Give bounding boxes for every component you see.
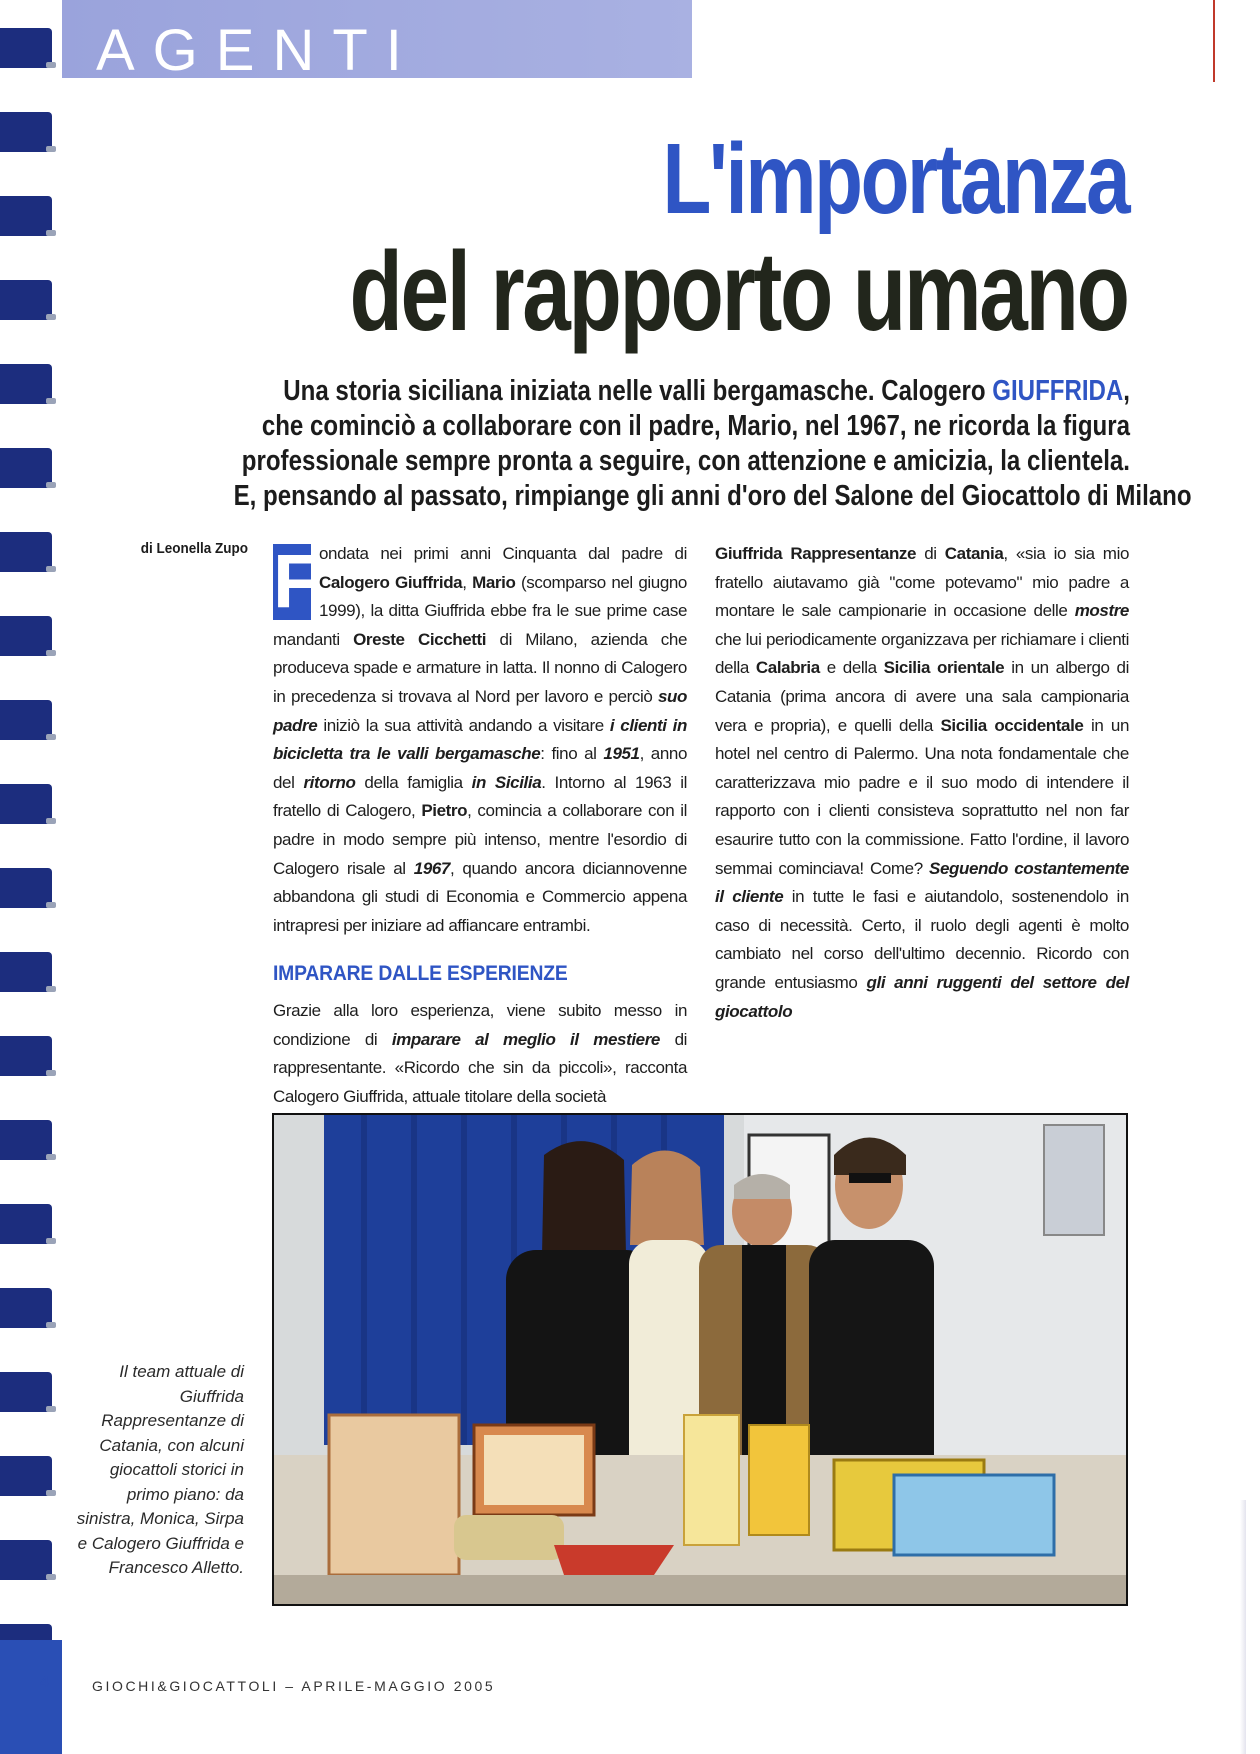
deck (50, 374, 1192, 514)
spiral-binding (0, 0, 62, 1754)
deck-line: Una storia siciliana iniziata nelle valli bergamasche. Calogero GIUFFRIDA, (283, 375, 1130, 407)
article-column-right (715, 540, 1129, 1026)
deck-line: che cominciò a collaborare con il padre, Mario, nel 1967, ne ricorda la figura (261, 410, 1131, 442)
page-edge-shadow (1240, 1500, 1246, 1754)
footer-publication: GIOCHI&GIOCATTOLI – APRILE-MAGGIO 2005 (92, 1678, 496, 1694)
headline-line-2: del rapporto umano (349, 229, 1128, 354)
binding-ring (0, 280, 52, 320)
section-label: AGENTI (96, 22, 420, 78)
section-banner (62, 0, 692, 78)
binding-ring (0, 28, 52, 68)
binding-ring (0, 784, 52, 824)
deck-line: E, pensando al passato, rimpiange gli anni d'oro del Salone del Giocattolo di Milano (233, 480, 1192, 512)
binding-ring (0, 364, 52, 404)
binding-ring (0, 952, 52, 992)
photo-caption: Il team attuale di Giuffrida Rappresentanze di Catania, con alcuni giocattoli storici in primo piano: da sinistra, Monica, Sirpa e Calogero Giuffrida e Francesco Alletto. (76, 1362, 244, 1577)
toy-boat (554, 1545, 674, 1575)
headline-line-1: L'importanza (662, 123, 1128, 235)
binding-ring (0, 1120, 52, 1160)
article-paragraph-2: Grazie alla loro esperienza, viene subito messo in condizione di imparare al meglio il mestiere di rappresentante. «Ricordo che sin da piccoli», racconta Calogero Giuffrida, attuale titolare della società (273, 1000, 687, 1106)
binding-ring (0, 1456, 52, 1496)
page-number: 4 (40, 1674, 49, 1691)
binding-ring (0, 532, 52, 572)
toy-box-2 (684, 1415, 739, 1545)
binding-ring (0, 700, 52, 740)
article-paragraph-1: ondata nei primi anni Cinquanta dal padre di Calogero Giuffrida, Mario (scomparso nel giugno 1999), la ditta Giuffrida ebbe fra le sue prime case mandanti Oreste Cicchetti di Milano, azienda che produceva spade e armature in latta. Il nonno di Calogero in precedenza si trovava al Nord per lavoro e perciò suo padre iniziò la sua attività andando a visitare i clienti in bicicletta tra le valli bergamasche: fino al 1951, anno del ritorno della famiglia in Sicilia. Intorno al 1963 il fratello di Calogero, Pietro, comincia a collaborare con il padre in modo sempre più intenso, mentre l'esordio di Calogero risale al 1967, quando ancora diciannovenne abbandona gli studi di Economia e Commercio appena intrapresi per iniziare ad affiancare entrambi. (273, 544, 688, 935)
article-paragraph-2-continued: Giuffrida Rappresentanze di Catania, «sia io sia mio fratello aiutavamo già "come potevamo" mio padre a montare le sale campionarie in occasione delle mostre che lui periodicamente organizzava per richiamare i clienti della Calabria e della Sicilia orientale in un albergo di Catania (prima ancora di avere una sala campionaria vera e propria), e quelli della Sicilia occidentale in un hotel nel centro di Palermo. Una nota fondamentale che caratterizzava mio padre e il suo modo di intendere il rapporto con i clienti consisteva soprattutto nel non far esaurire tutto con la commissione. Fatto l'ordine, il lavoro semmai cominciava! Come? Seguendo costantemente il cliente in tutte le fasi e aiutandolo, sostenendolo in caso di necessità. Certo, il ruolo degli agenti è molto cambiato nel corso dell'ultimo decennio. Ricordo con grande entusiasmo gli anni ruggenti del settore del giocattolo (715, 544, 1130, 1021)
article-column-left (273, 540, 687, 1111)
deck-name-highlight: GIUFFRIDA (992, 375, 1124, 407)
toy-box-4 (894, 1475, 1054, 1555)
binding-ring (0, 1540, 52, 1580)
subheading: IMPARARE DALLE ESPERIENZE (273, 962, 568, 986)
binding-ring (0, 1372, 52, 1412)
binding-ring (0, 1288, 52, 1328)
drop-cap: F (273, 539, 320, 624)
binding-ring (0, 448, 52, 488)
binding-ring (0, 868, 52, 908)
binding-ring (0, 1204, 52, 1244)
binding-ring (0, 616, 52, 656)
page-number-bar (0, 1640, 62, 1754)
team-photo (272, 1113, 1128, 1606)
byline: di Leonella Zupo (140, 540, 248, 557)
toy-car (454, 1515, 564, 1560)
edge-rule (1213, 0, 1215, 82)
toy-box-1 (329, 1415, 459, 1575)
binding-ring (0, 196, 52, 236)
binding-ring (0, 1036, 52, 1076)
binding-ring (0, 112, 52, 152)
team-photo-illustration (274, 1115, 1126, 1604)
deck-line: professionale sempre pronta a seguire, con attenzione e amicizia, la clientela. (241, 445, 1130, 477)
